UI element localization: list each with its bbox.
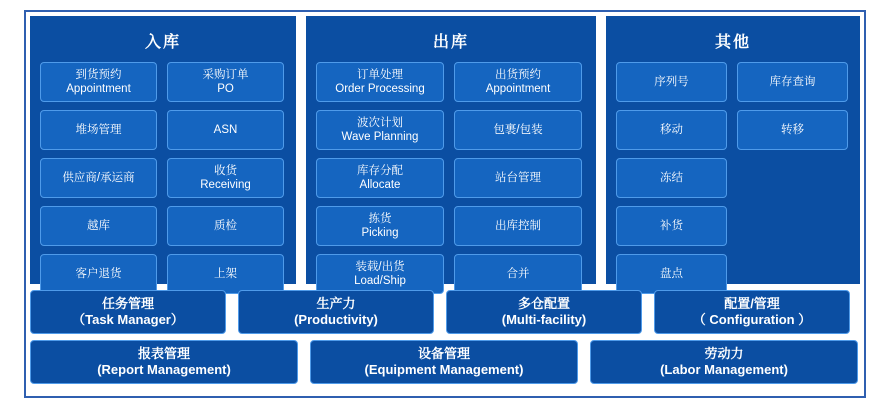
cell-line-1: 转移 <box>781 123 804 136</box>
column-outbound <box>306 16 596 287</box>
cell-line-2: Allocate <box>359 179 401 191</box>
cell-line-2: (Report Management) <box>97 362 231 377</box>
cell-line-2: (Labor Management) <box>660 362 788 377</box>
support-cell[interactable] <box>446 290 642 334</box>
module-cell[interactable] <box>454 110 582 150</box>
support-cell[interactable] <box>310 340 578 384</box>
support-cell[interactable] <box>238 290 434 334</box>
cell-line-1: 补货 <box>660 219 683 232</box>
cell-line-1: 装载/出货 <box>355 260 405 273</box>
cell-line-1: 质检 <box>214 219 237 232</box>
column-inbound <box>30 16 296 284</box>
cell-line-1: 移动 <box>660 123 683 136</box>
module-cell[interactable] <box>737 110 848 150</box>
cell-line-2: Picking <box>361 227 399 239</box>
cell-line-2: Receiving <box>200 179 251 191</box>
cell-line-1: 包裹/包装 <box>493 123 543 136</box>
cell-line-1: 收货 <box>214 164 237 177</box>
support-cell[interactable] <box>654 290 850 334</box>
cell-line-2: （ Configuration ） <box>692 312 812 327</box>
column-title-outbound: 出库 <box>432 34 469 51</box>
cell-line-1: 盘点 <box>660 267 683 280</box>
cell-line-2: （Task Manager） <box>72 312 184 327</box>
cell-grid-outbound <box>316 62 586 294</box>
cell-line-1: 出库控制 <box>495 219 541 232</box>
support-cell[interactable] <box>30 340 298 384</box>
module-cell[interactable] <box>167 254 284 294</box>
cell-line-1: 客户退货 <box>75 267 122 280</box>
module-cell[interactable] <box>454 254 582 294</box>
cell-line-2: Appointment <box>485 83 551 95</box>
cell-line-1: 设备管理 <box>417 345 470 361</box>
cell-line-1: 冻结 <box>660 171 683 184</box>
module-cell[interactable] <box>316 62 444 102</box>
cell-line-1: 站台管理 <box>495 171 541 184</box>
module-cell[interactable] <box>454 206 582 246</box>
cell-line-1: 合并 <box>506 267 530 280</box>
cell-line-1: 配置/管理 <box>724 295 780 311</box>
support-band-two <box>30 340 860 384</box>
module-cell[interactable] <box>616 158 727 198</box>
cell-line-1: 拣货 <box>368 212 392 225</box>
cell-line-1: 库存查询 <box>769 75 816 88</box>
cell-line-1: 供应商/承运商 <box>62 171 135 184</box>
module-cell[interactable] <box>40 158 157 198</box>
cell-line-1: 库存分配 <box>357 164 403 177</box>
cell-line-1: 上架 <box>214 267 237 280</box>
cell-line-2: (Productivity) <box>294 312 378 327</box>
column-other <box>606 16 860 284</box>
cell-line-1: 序列号 <box>654 75 689 88</box>
cell-line-2: (Equipment Management) <box>364 362 524 377</box>
cell-line-1: 订单处理 <box>357 68 403 81</box>
cell-line-1: ASN <box>213 123 238 136</box>
cell-line-1: 劳动力 <box>704 345 744 361</box>
cell-line-2: Load/Ship <box>354 275 406 287</box>
module-cell[interactable] <box>167 62 284 102</box>
module-cell[interactable] <box>454 158 582 198</box>
cell-line-1: 报表管理 <box>137 345 190 361</box>
module-cell[interactable] <box>616 62 727 102</box>
support-cell[interactable] <box>30 290 226 334</box>
module-cell[interactable] <box>167 206 284 246</box>
module-cell[interactable] <box>40 110 157 150</box>
cell-line-2: (Multi-facility) <box>501 312 587 327</box>
module-cell[interactable] <box>454 62 582 102</box>
cell-line-2: PO <box>217 83 234 95</box>
module-cell[interactable] <box>316 158 444 198</box>
module-cell[interactable] <box>40 254 157 294</box>
module-cell[interactable] <box>616 110 727 150</box>
module-cell[interactable] <box>40 62 157 102</box>
cell-line-1: 到货预约 <box>75 68 122 81</box>
support-cell[interactable] <box>590 340 858 384</box>
cell-line-1: 越库 <box>87 219 110 232</box>
cell-line-1: 波次计划 <box>357 116 403 129</box>
column-title-inbound: 入库 <box>144 34 181 51</box>
module-columns <box>30 16 860 287</box>
column-title-other: 其他 <box>714 34 751 51</box>
module-cell[interactable] <box>737 62 848 102</box>
module-cell[interactable] <box>616 254 727 294</box>
module-cell[interactable] <box>40 206 157 246</box>
cell-line-1: 出货预约 <box>495 68 541 81</box>
module-cell[interactable] <box>616 206 727 246</box>
cell-line-1: 采购订单 <box>202 68 249 81</box>
cell-grid-other <box>616 62 850 294</box>
cell-line-2: Wave Planning <box>341 131 419 143</box>
module-cell[interactable] <box>316 254 444 294</box>
cell-line-2: Order Processing <box>335 83 425 95</box>
cell-line-1: 堆场管理 <box>75 123 122 136</box>
cell-grid-inbound <box>40 62 286 294</box>
cell-line-1: 生产力 <box>316 295 356 311</box>
module-cell[interactable] <box>316 206 444 246</box>
module-cell[interactable] <box>167 110 284 150</box>
support-band-one <box>30 290 860 334</box>
cell-line-1: 任务管理 <box>101 295 154 311</box>
cell-line-1: 多仓配置 <box>517 295 570 311</box>
module-cell[interactable] <box>167 158 284 198</box>
cell-line-2: Appointment <box>66 83 131 95</box>
module-cell[interactable] <box>316 110 444 150</box>
